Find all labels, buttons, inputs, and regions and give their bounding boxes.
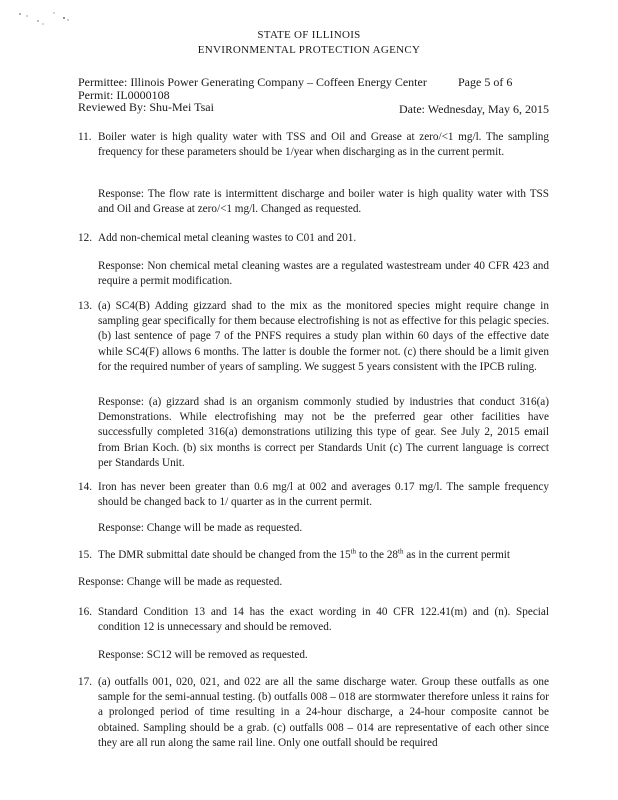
comment-item-15 bbox=[78, 548, 549, 563]
item-number: 12. bbox=[78, 232, 92, 244]
ordinal-suffix: th bbox=[398, 547, 404, 556]
item-text-part: The DMR submittal date should be changed from the 15 bbox=[98, 549, 351, 561]
item-number: 14. bbox=[78, 481, 92, 493]
comment-item-14 bbox=[78, 480, 549, 510]
agency-state: STATE OF ILLINOIS bbox=[257, 29, 361, 41]
response-16: Response: SC12 will be removed as requested. bbox=[98, 649, 308, 661]
response-13: Response: (a) gizzard shad is an organism commonly studied by industries that conduct 316(a) Demonstrations. While electrofishing may not be the preferred gear other facilities have successfully completed 316(a) demonstrations utilizing this type of gear. See July 2, 2015 email from Brian Koch. (b) six months is correct per Standards Unit (c) The current language is correct per Standards Unit. bbox=[98, 396, 549, 469]
item-number: 15. bbox=[78, 549, 92, 561]
item-text-part: as in the current permit bbox=[403, 549, 511, 561]
comment-item-13 bbox=[78, 299, 549, 375]
response-12: Response: Non chemical metal cleaning wastes are a regulated wastestream under 40 CFR 423 and require a permit modification. bbox=[98, 260, 549, 288]
comment-item-16 bbox=[78, 605, 549, 635]
item-number: 11. bbox=[78, 131, 92, 143]
item-text: (a) SC4(B) Adding gizzard shad to the mix as the monitored species might require change in sampling gear specifically for them because electrofishing is not as effective for this pelagic species. (b) last sentence of page 7 of the PNFS requires a study plan within 60 days of the effective date while SC4(F) allows 6 months. The latter is double the former not. (c) there should be a limit given for the required number of years of sampling. We suggest 5 years consistent with the IPCB ruling. bbox=[98, 300, 549, 373]
item-number: 17. bbox=[78, 676, 92, 688]
agency-name: ENVIRONMENTAL PROTECTION AGENCY bbox=[197, 44, 421, 56]
response-11: Response: The flow rate is intermittent discharge and boiler water is high quality water with TSS and Oil and Grease at zero/<1 mg/l. Changed as requested. bbox=[98, 188, 549, 216]
item-text-part: to the 28 bbox=[356, 549, 399, 561]
item-number: 13. bbox=[78, 300, 92, 312]
item-text bbox=[98, 548, 549, 563]
comment-item-17 bbox=[78, 675, 549, 751]
response-15: Response: Change will be made as requested. bbox=[78, 576, 283, 588]
item-number: 16. bbox=[78, 606, 92, 618]
reviewed-by: Reviewed By: Shu-Mei Tsai bbox=[78, 100, 214, 114]
item-text: Iron has never been greater than 0.6 mg/l at 002 and averages 0.17 mg/l. The sample frequency should be changed back to 1/ quarter as in the current permit. bbox=[98, 481, 549, 509]
item-text: Standard Condition 13 and 14 has the exact wording in 40 CFR 122.41(m) and (n). Special condition 12 is unnecessary and should be removed. bbox=[98, 606, 549, 634]
scan-speck-marks bbox=[16, 10, 86, 30]
item-text: (a) outfalls 001, 020, 021, and 022 are all the same discharge water. Group these outfalls as one sample for the semi-annual testing. (b) outfalls 008 – 018 are stormwater therefore unless it rains for a prolonged period of time resulting in a 24-hour discharge, a 24-hour composite cannot be obtained. Sampling should be a grab. (c) outfalls 008 – 014 are representative of each other since they are all run along the same rail line. Only one outfall should be required bbox=[98, 676, 549, 749]
permittee-line: Permittee: Illinois Power Generating Company – Coffeen Energy Center bbox=[78, 75, 427, 89]
item-text: Boiler water is high quality water with TSS and Oil and Grease at zero/<1 mg/l. The sampling frequency for these parameters should be 1/year when discharging as in the current permit. bbox=[98, 131, 549, 159]
review-date: Date: Wednesday, May 6, 2015 bbox=[399, 102, 549, 116]
item-text: Add non-chemical metal cleaning wastes to C01 and 201. bbox=[98, 232, 357, 244]
page-number: Page 5 of 6 bbox=[458, 75, 513, 89]
comment-item-12 bbox=[78, 231, 549, 246]
ordinal-suffix: th bbox=[350, 547, 357, 556]
response-14: Response: Change will be made as requested. bbox=[98, 522, 303, 534]
permit-number: Permit: IL0000108 bbox=[78, 88, 170, 102]
comment-item-11 bbox=[78, 130, 549, 160]
